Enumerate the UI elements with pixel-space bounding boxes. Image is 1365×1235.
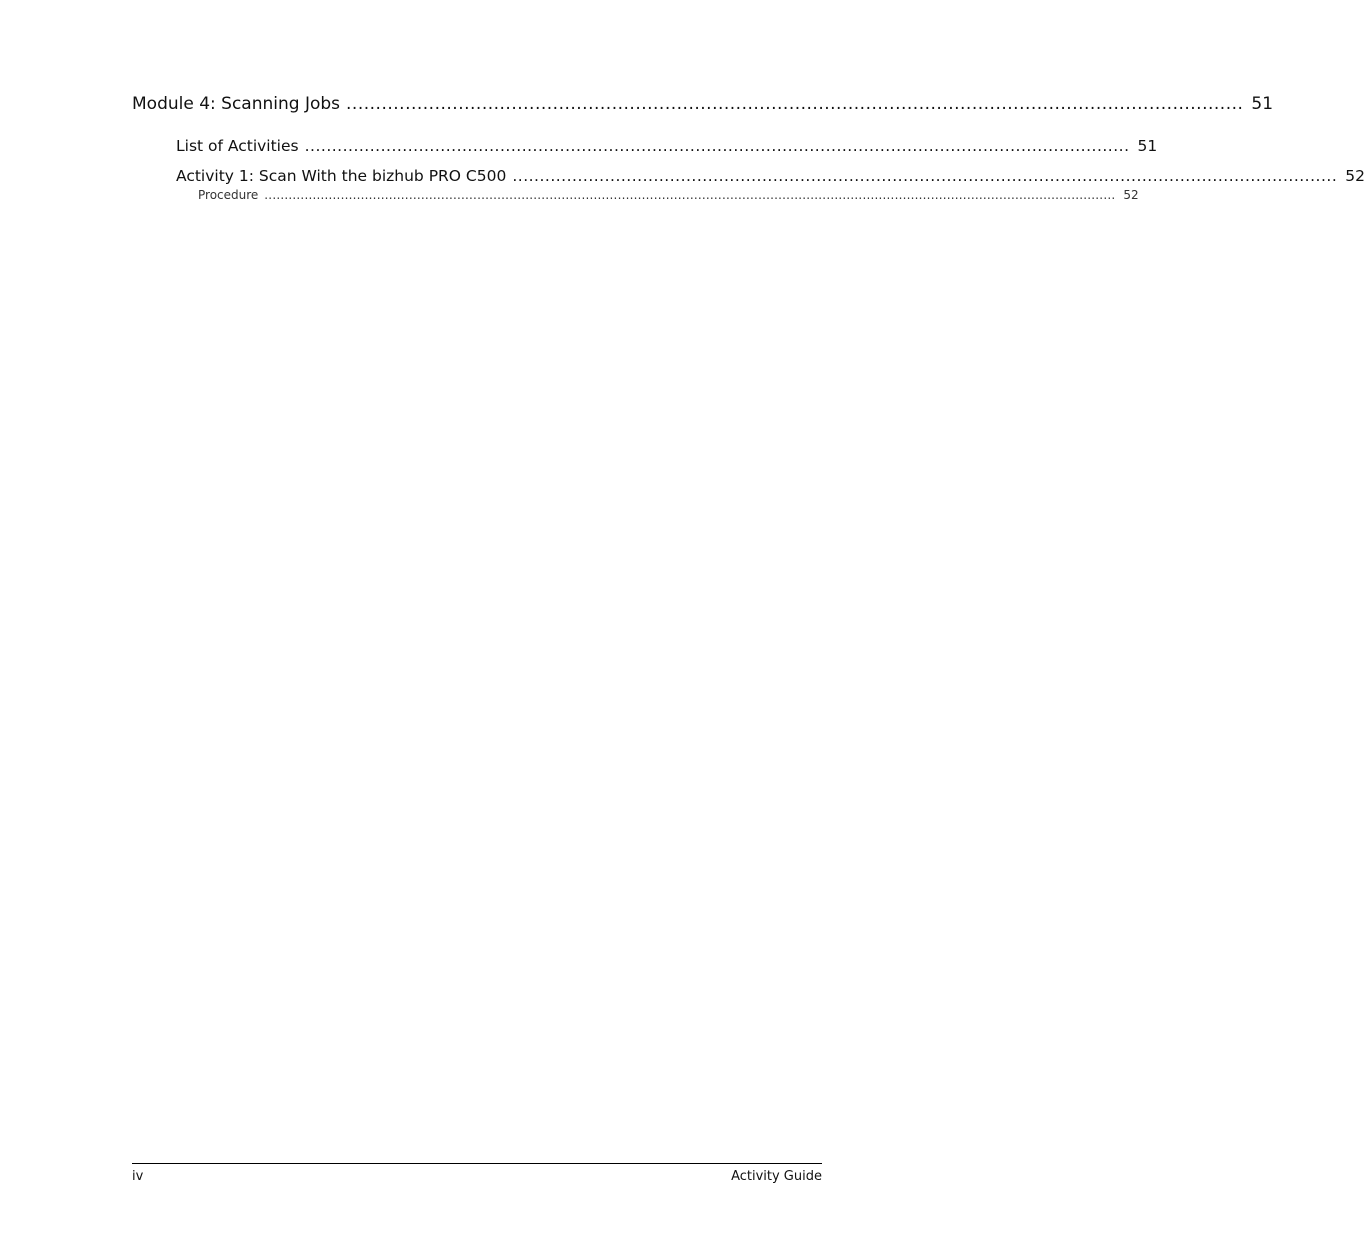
toc-entry-page: 52 <box>1123 188 1139 202</box>
toc-entry-procedure[interactable] <box>198 187 1139 203</box>
toc-entry-page: 51 <box>1251 94 1274 114</box>
toc-entry-label: List of Activities <box>176 137 299 155</box>
dot-leader: ........................................................................................................................................................ <box>304 137 1130 155</box>
footer-page-number: iv <box>132 1169 144 1184</box>
dot-leader: ........................................................................................................................................................ <box>512 167 1338 185</box>
dot-leader: .................................................................................................................................................................................................................... <box>264 188 1116 202</box>
footer-divider <box>132 1163 822 1164</box>
toc-entry-list-of-activities[interactable] <box>176 135 1158 157</box>
toc-entry-label: Procedure <box>198 188 259 202</box>
dot-leader: ........................................................................................................................................................ <box>346 94 1244 114</box>
toc-entry-module-4[interactable] <box>132 92 1274 116</box>
footer-document-title: Activity Guide <box>731 1169 822 1184</box>
toc-entry-label: Module 4: Scanning Jobs <box>132 94 341 114</box>
toc-entry-page: 52 <box>1345 167 1365 185</box>
toc-entry-page: 51 <box>1137 137 1158 155</box>
toc-entry-label: Activity 1: Scan With the bizhub PRO C500 <box>176 167 507 185</box>
toc-entry-activity-1[interactable] <box>176 165 1365 187</box>
